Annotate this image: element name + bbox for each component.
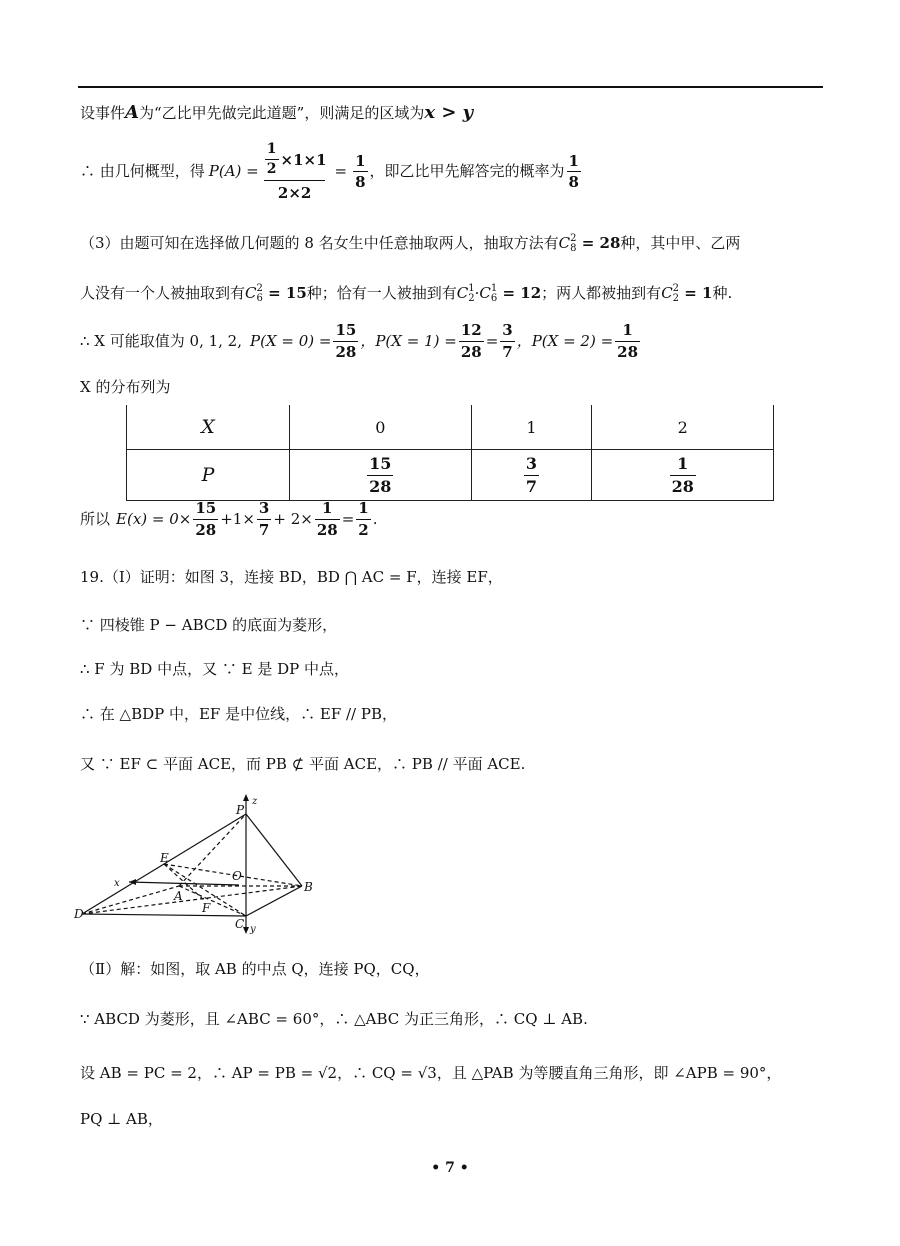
label-A: A bbox=[174, 889, 183, 903]
proof-line: ∴ F 为 BD 中点，又 ∵ E 是 DP 中点， bbox=[80, 660, 349, 678]
label-D: D bbox=[74, 907, 84, 921]
label-y: y bbox=[250, 924, 256, 935]
text: 为“乙比甲先做完此道题”，则满足的区域为 bbox=[138, 104, 425, 122]
edge-DA bbox=[82, 886, 179, 914]
edge-AC bbox=[179, 886, 246, 916]
text: （3）由题可知在选择做几何题的 8 名女生中任意抽取两人，抽取方法有 bbox=[80, 234, 559, 252]
label-E: E bbox=[160, 851, 169, 865]
table-cell: 1 bbox=[471, 405, 592, 450]
header-rule bbox=[78, 86, 823, 88]
text: ×1×1 bbox=[280, 150, 327, 169]
text: ∴ 由几何概型，得 bbox=[80, 162, 205, 181]
label-F: F bbox=[202, 901, 211, 915]
text: 人没有一个人被抽取到有 bbox=[80, 284, 246, 302]
text: = bbox=[334, 162, 348, 181]
fraction-half: $\frac{1}{2}$ bbox=[266, 141, 277, 178]
page-number: • 7 • bbox=[431, 1160, 469, 1176]
math-C: C bbox=[558, 234, 571, 252]
table-cell: $\frac{3}{7}$ bbox=[471, 450, 592, 501]
proof-line: ∵ 四棱锥 P − ABCD 的底面为菱形， bbox=[80, 616, 338, 634]
label-x: x bbox=[114, 878, 120, 889]
table-cell: 2 bbox=[592, 405, 774, 450]
proof-line: ∴ 在 △BDP 中，EF 是中位线，∴ EF // PB， bbox=[80, 705, 397, 723]
table-row bbox=[127, 450, 774, 501]
solution-line: 设 AB = PC = 2，∴ AP = PB = √2，∴ CQ = √3，且 △PAB 为等腰直角三角形，即 ∠APB = 90°， bbox=[80, 1064, 782, 1082]
paragraph-distribution-label bbox=[80, 380, 170, 395]
table-cell: P bbox=[127, 450, 290, 501]
paragraph-part3: （3）由题可知在选择做几何题的 8 名女生中任意抽取两人，抽取方法有C 2 8 = 28种，其中甲、乙两 bbox=[80, 233, 741, 254]
edge-PB bbox=[246, 814, 302, 886]
table-cell: X bbox=[127, 405, 290, 450]
distribution-table bbox=[126, 405, 774, 501]
label-O: O bbox=[232, 869, 242, 883]
solution-line: （Ⅱ）解：如图，取 AB 的中点 Q，连接 PQ，CQ， bbox=[80, 960, 430, 978]
table-row bbox=[127, 405, 774, 450]
text: 设事件 bbox=[80, 104, 126, 122]
text: X 的分布列为 bbox=[80, 378, 171, 396]
proof-line: 19.（Ⅰ）证明：如图 3，连接 BD，BD ⋂ AC = F，连接 EF， bbox=[80, 568, 503, 586]
axis-x bbox=[129, 882, 239, 885]
table-cell: $\frac{15}{28}$ bbox=[290, 450, 472, 501]
text: = 28 bbox=[576, 234, 621, 252]
label-P: P bbox=[236, 803, 245, 817]
math-A: A bbox=[125, 102, 139, 123]
paragraph-x-values: ∴ X 可能取值为 0, 1, 2, P(X = 0) = $\frac{15}{28}$ ，P(X = 1) = $\frac{12}{28}$ = $\frac{3}{7}$ ，P(X = 2) = $\frac{1}{28}$ bbox=[80, 321, 639, 361]
fraction-answer: $\frac{1}{8}$ bbox=[568, 151, 579, 192]
edge-DC bbox=[82, 914, 246, 916]
solution-line: PQ ⊥ AB， bbox=[80, 1110, 163, 1128]
paragraph-geometric-probability bbox=[80, 142, 583, 201]
math-PA: P(A) = bbox=[208, 162, 259, 181]
text: ∴ X 可能取值为 0, 1, 2, bbox=[80, 331, 242, 350]
fraction-main bbox=[261, 142, 329, 201]
text: ，即乙比甲先解答完的概率为 bbox=[369, 162, 565, 181]
solution-line: ∵ ABCD 为菱形，且 ∠ABC = 60°，∴ △ABC 为正三角形，∴ CQ ⊥ AB. bbox=[80, 1010, 588, 1028]
math-inequality: x > y bbox=[424, 102, 474, 123]
label-B: B bbox=[304, 880, 313, 894]
table-cell: 0 bbox=[290, 405, 472, 450]
paragraph-counts: 人没有一个人被抽取到有C 2 6 = 15种；恰有一人被抽到有C 1 2 ·C 1 6 = 12；两人都被抽到有C 2 2 = 1种. bbox=[80, 283, 733, 304]
arrow-z bbox=[243, 794, 249, 801]
text: 2×2 bbox=[264, 180, 325, 202]
edge-EF bbox=[164, 864, 204, 900]
text: 种，其中甲、乙两 bbox=[620, 234, 741, 252]
label-z: z bbox=[252, 796, 258, 807]
edge-DB bbox=[82, 886, 302, 914]
table-cell: $\frac{1}{28}$ bbox=[592, 450, 774, 501]
paragraph-expectation: 所以 E(x) = 0× $\frac{15}{28}$ +1× $\frac{3}{7}$ + 2× $\frac{1}{28}$ = $\frac{1}{2}$ . bbox=[80, 499, 378, 539]
pyramid-figure bbox=[74, 790, 334, 940]
fraction-result: $\frac{1}{8}$ bbox=[355, 151, 366, 192]
label-C: C bbox=[235, 917, 245, 931]
edge-CB bbox=[246, 886, 302, 916]
proof-line: 又 ∵ EF ⊂ 平面 ACE，而 PB ⊄ 平面 ACE，∴ PB // 平面 ACE. bbox=[80, 755, 526, 773]
paragraph-event-a bbox=[80, 104, 473, 122]
